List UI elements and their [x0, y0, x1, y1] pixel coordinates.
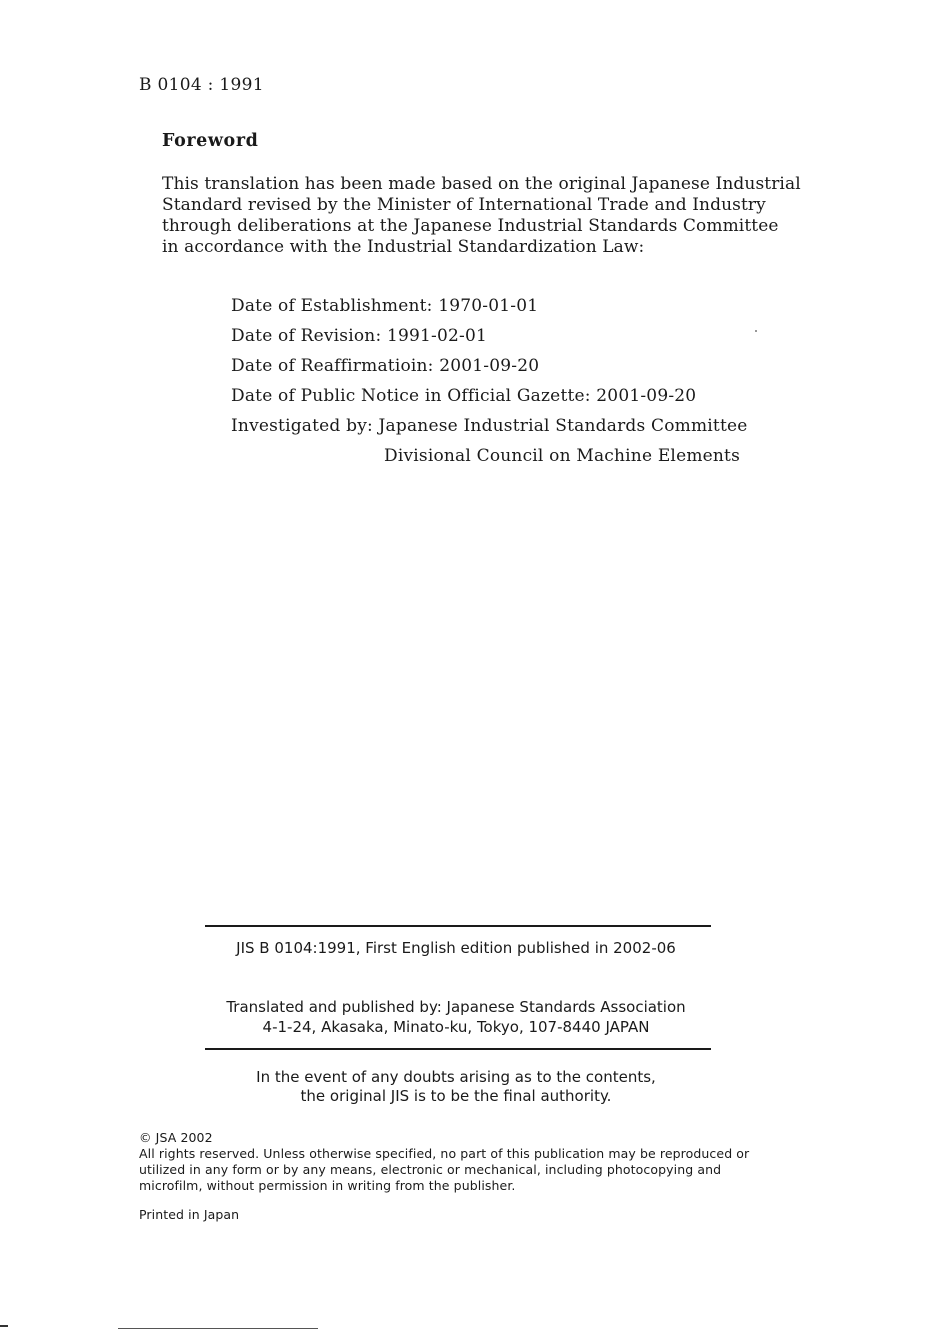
foreword-heading: Foreword: [162, 131, 259, 151]
printed-in: Printed in Japan: [139, 1207, 240, 1222]
scan-speck: [755, 330, 757, 332]
publisher-line: Translated and published by: Japanese Standards Association: [226, 998, 686, 1016]
foreword-intro-line: through deliberations at the Japanese Industrial Standards Committee: [162, 216, 779, 236]
date-of-establishment: Date of Establishment: 1970-01-01: [231, 296, 539, 316]
divider-bottom: [205, 1048, 711, 1050]
scan-edge-line: [118, 1328, 318, 1329]
scan-edge-mark: [0, 1325, 8, 1327]
publisher-address: 4-1-24, Akasaka, Minato-ku, Tokyo, 107-8440 JAPAN: [262, 1018, 650, 1036]
authority-note-line: the original JIS is to be the final authority.: [300, 1087, 612, 1105]
investigator-council: Divisional Council on Machine Elements: [384, 446, 741, 466]
document-code: B 0104 : 1991: [139, 75, 264, 95]
date-of-revision: Date of Revision: 1991-02-01: [231, 326, 487, 346]
edition-statement: JIS B 0104:1991, First English edition published in 2002-06: [236, 939, 676, 957]
foreword-intro-line: This translation has been made based on the original Japanese Industrial: [162, 174, 801, 194]
rights-line: All rights reserved. Unless otherwise specified, no part of this publication may be reproduced or: [139, 1146, 750, 1161]
copyright-line: © JSA 2002: [139, 1130, 213, 1145]
foreword-intro-line: in accordance with the Industrial Standardization Law:: [162, 237, 645, 257]
divider-top: [205, 925, 711, 927]
date-of-public-notice: Date of Public Notice in Official Gazette: 2001-09-20: [231, 386, 697, 406]
foreword-intro-line: Standard revised by the Minister of International Trade and Industry: [162, 195, 766, 215]
date-of-reaffirmation: Date of Reaffirmatioin: 2001-09-20: [231, 356, 540, 376]
rights-line: utilized in any form or by any means, electronic or mechanical, including photocopying and: [139, 1162, 722, 1177]
investigated-by: Investigated by: Japanese Industrial Standards Committee: [231, 416, 748, 436]
rights-line: microfilm, without permission in writing from the publisher.: [139, 1178, 516, 1193]
authority-note-line: In the event of any doubts arising as to the contents,: [256, 1068, 656, 1086]
